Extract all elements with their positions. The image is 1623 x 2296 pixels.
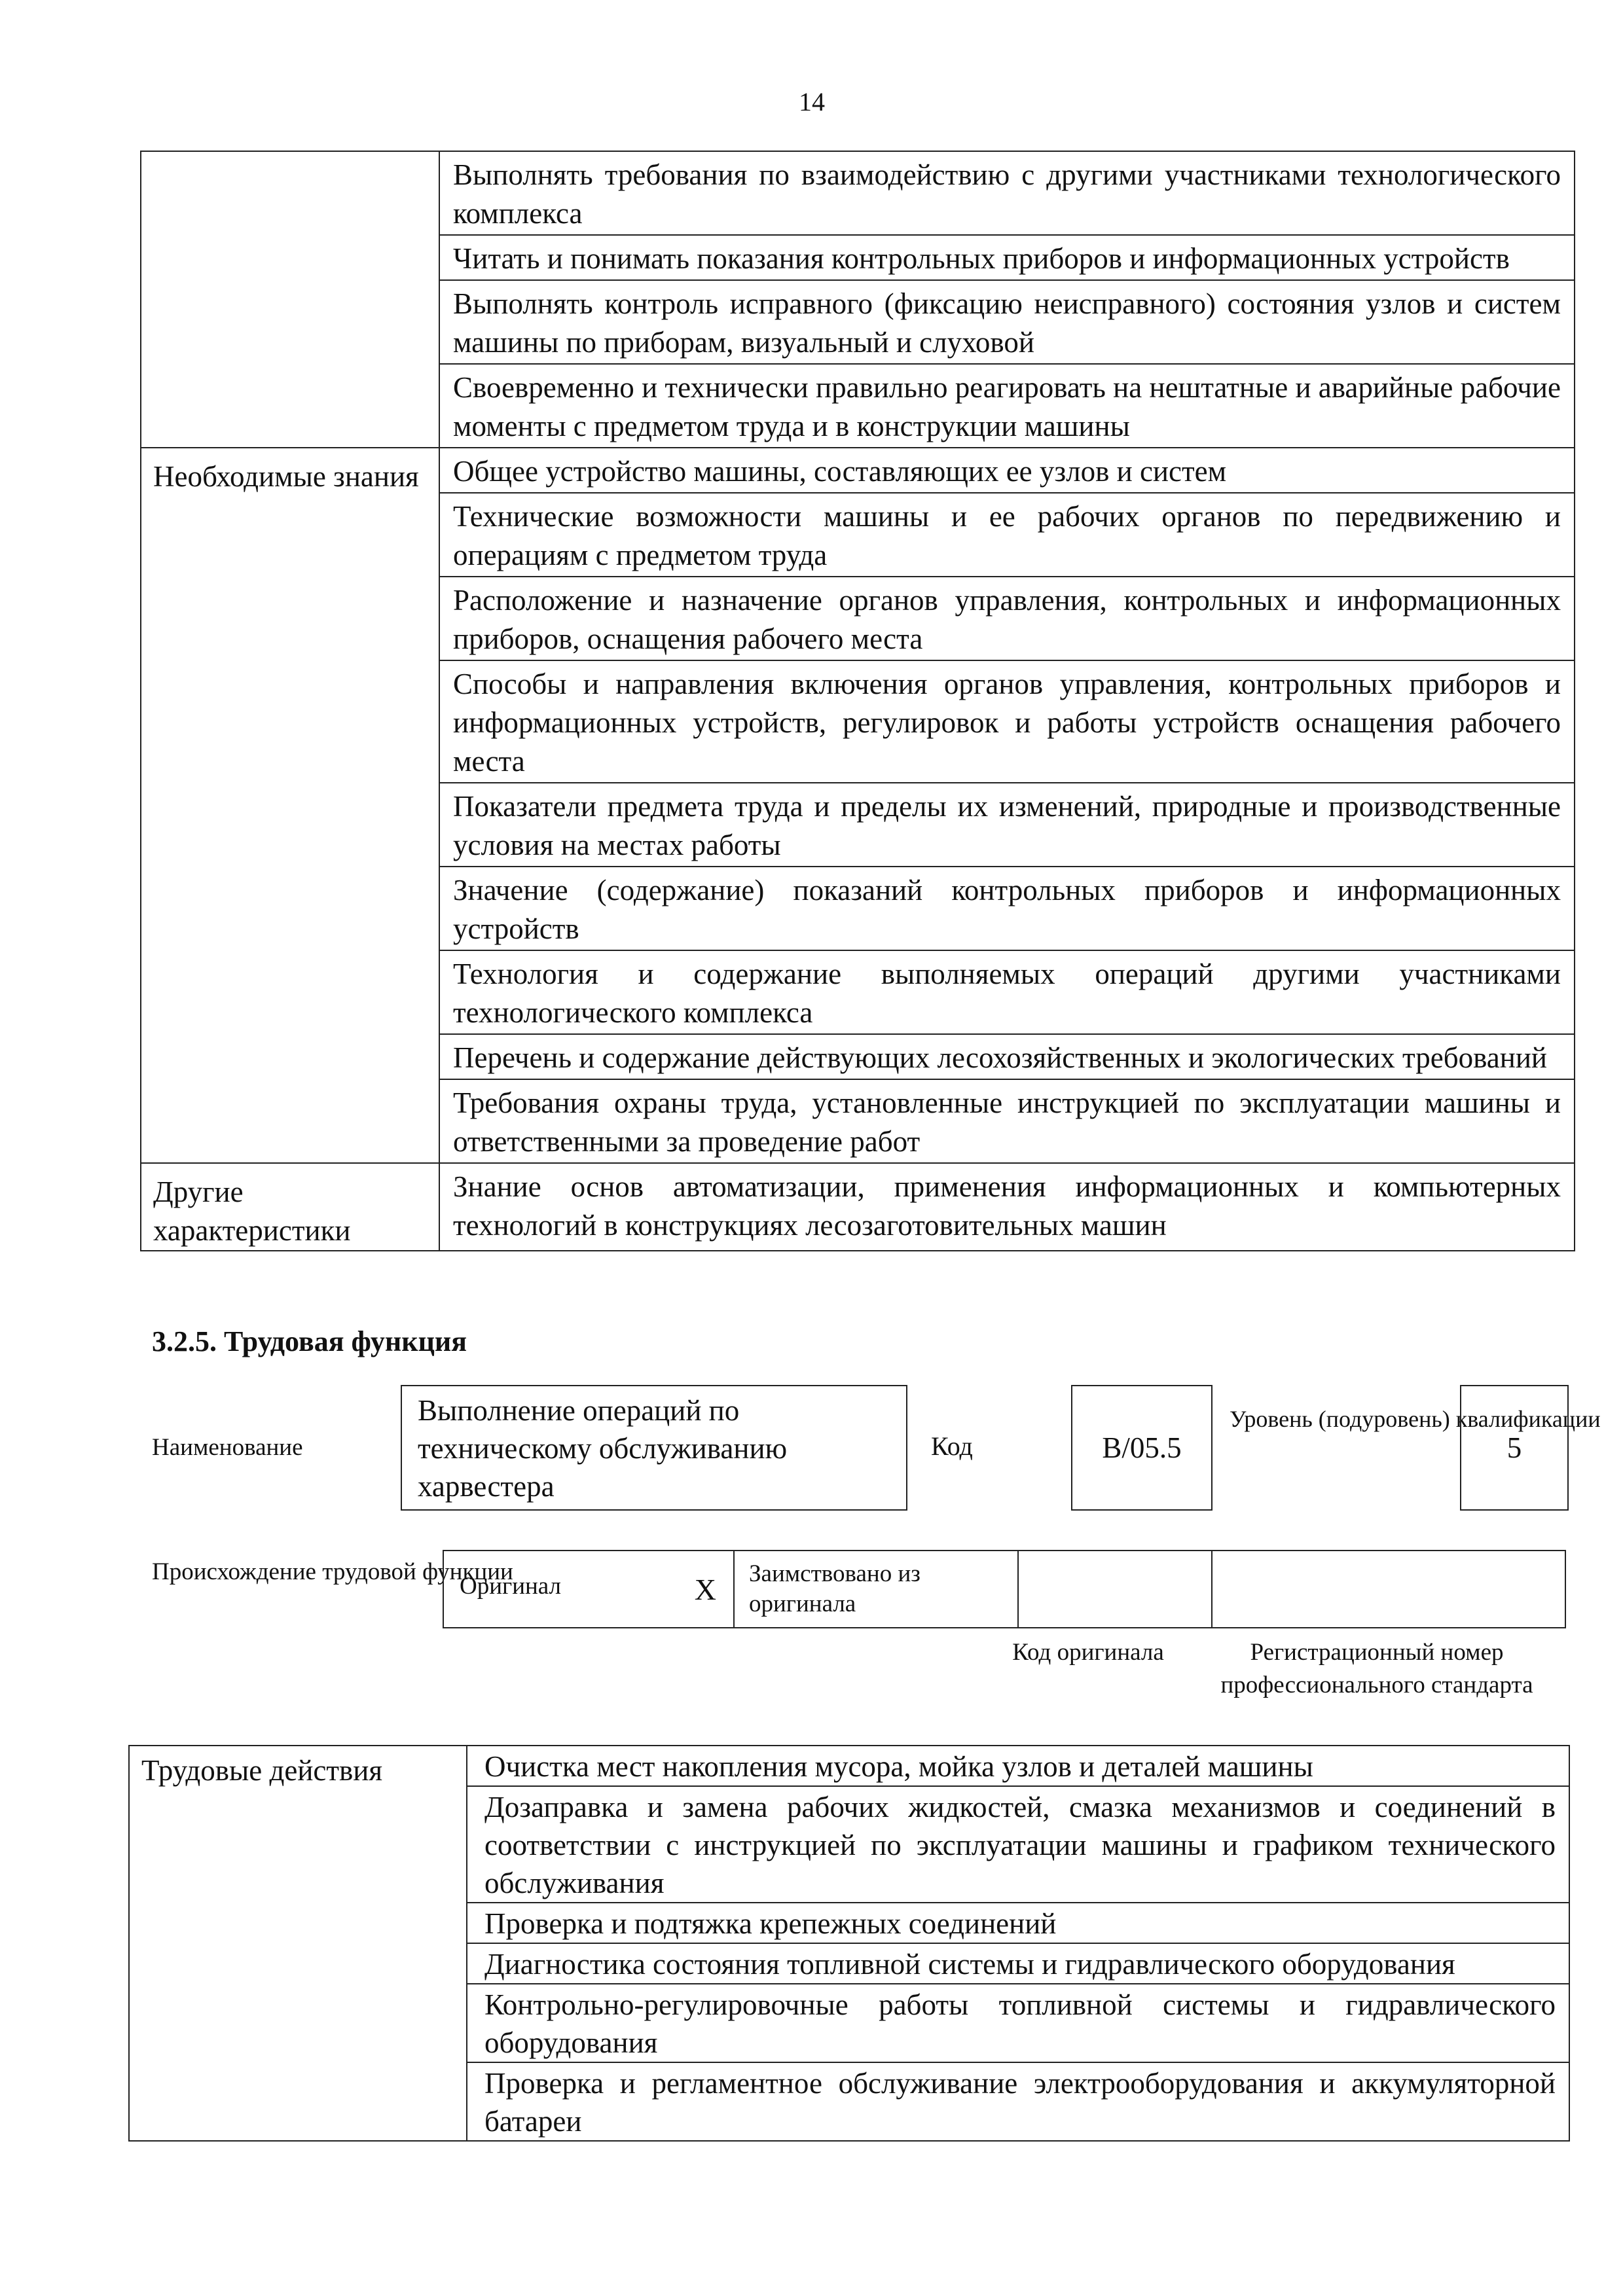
table-cell: Выполнять требования по взаимодействию с другими участниками технологического комплекса bbox=[439, 151, 1575, 235]
row-label-knowledge: Необходимые знания bbox=[141, 448, 439, 1163]
table-cell: Очистка мест накопления мусора, мойка узлов и деталей машины bbox=[467, 1746, 1569, 1786]
table-cell: Общее устройство машины, составляющих ее узлов и систем bbox=[439, 448, 1575, 493]
table-cell: Способы и направления включения органов управления, контрольных приборов и информационных устройств, регулировок и работы устройств оснащения рабочего места bbox=[439, 660, 1575, 783]
table-cell: Проверка и регламентное обслуживание электрооборудования и аккумуляторной батареи bbox=[467, 2062, 1569, 2141]
borrowed-cell: Заимствовано из оригинала bbox=[734, 1551, 1018, 1628]
table-cell: Своевременно и технически правильно реагировать на нештатные и аварийные рабочие моменты с предметом труда и в конструкции машины bbox=[439, 364, 1575, 448]
labor-actions-table bbox=[128, 1745, 1570, 2142]
table-cell: Дозаправка и замена рабочих жидкостей, смазка механизмов и соединений в соответствии с инструкцией по эксплуатации машины и графиком технического обслуживания bbox=[467, 1786, 1569, 1903]
table-cell: Проверка и подтяжка крепежных соединений bbox=[467, 1903, 1569, 1943]
table-cell: Расположение и назначение органов управления, контрольных и информационных приборов, оснащения рабочего места bbox=[439, 577, 1575, 660]
row-label-actions: Трудовые действия bbox=[129, 1746, 467, 2141]
original-mark: X bbox=[694, 1572, 716, 1606]
function-name-box: Выполнение операций по техническому обслуживанию харвестера bbox=[401, 1385, 907, 1511]
table-cell: Перечень и содержание действующих лесохозяйственных и экологических требований bbox=[439, 1034, 1575, 1079]
row-label bbox=[141, 151, 439, 448]
origin-label: Происхождение трудовой функции bbox=[152, 1558, 513, 1585]
table-cell: Контрольно-регулировочные работы топливной системы и гидравлического оборудования bbox=[467, 1984, 1569, 2062]
table-cell: Показатели предмета труда и пределы их изменений, природные и производственные условия на местах работы bbox=[439, 783, 1575, 867]
table-cell: Технология и содержание выполняемых операций другими участниками технологического комплекса bbox=[439, 950, 1575, 1034]
origin-table bbox=[443, 1550, 1566, 1628]
original-label: Оригинал bbox=[460, 1572, 562, 1600]
table-cell: Читать и понимать показания контрольных приборов и информационных устройств bbox=[439, 235, 1575, 280]
skills-knowledge-table bbox=[140, 151, 1575, 1251]
table-cell: Значение (содержание) показаний контрольных приборов и информационных устройств bbox=[439, 867, 1575, 950]
origin-reg-cell bbox=[1212, 1551, 1565, 1628]
table-row bbox=[129, 1746, 1569, 1786]
table-row bbox=[141, 448, 1575, 493]
table-cell: Диагностика состояния топливной системы и гидравлического оборудования bbox=[467, 1943, 1569, 1984]
registration-number-caption: Регистрационный номер профессионального стандарта bbox=[1220, 1639, 1533, 1698]
table-cell: Требования охраны труда, установленные инструкцией по эксплуатации машины и ответственными за проведение работ bbox=[439, 1079, 1575, 1163]
origin-code-caption: Код оригинала bbox=[1012, 1639, 1164, 1666]
original-cell bbox=[443, 1551, 734, 1628]
section-heading: 3.2.5. Трудовая функция bbox=[152, 1325, 467, 1357]
table-cell: Знание основ автоматизации, применения информационных и компьютерных технологий в конструкциях лесозаготовительных машин bbox=[439, 1163, 1575, 1251]
table-cell: Технические возможности машины и ее рабочих органов по передвижению и операциям с предметом труда bbox=[439, 493, 1575, 577]
code-label: Код bbox=[931, 1431, 973, 1461]
origin-code-cell bbox=[1018, 1551, 1212, 1628]
row-label-other: Другие характеристики bbox=[141, 1163, 439, 1251]
table-cell: Выполнять контроль исправного (фиксацию неисправного) состояния узлов и систем машины по приборам, визуальный и слуховой bbox=[439, 280, 1575, 364]
level-box: 5 bbox=[1460, 1385, 1569, 1511]
table-row bbox=[141, 151, 1575, 235]
page-number: 14 bbox=[799, 87, 825, 117]
level-label: Уровень (подуровень) квалификации bbox=[1230, 1406, 1601, 1432]
table-row bbox=[141, 1163, 1575, 1251]
code-box: B/05.5 bbox=[1071, 1385, 1213, 1511]
name-label: Наименование bbox=[152, 1434, 303, 1461]
table-row bbox=[443, 1551, 1565, 1628]
